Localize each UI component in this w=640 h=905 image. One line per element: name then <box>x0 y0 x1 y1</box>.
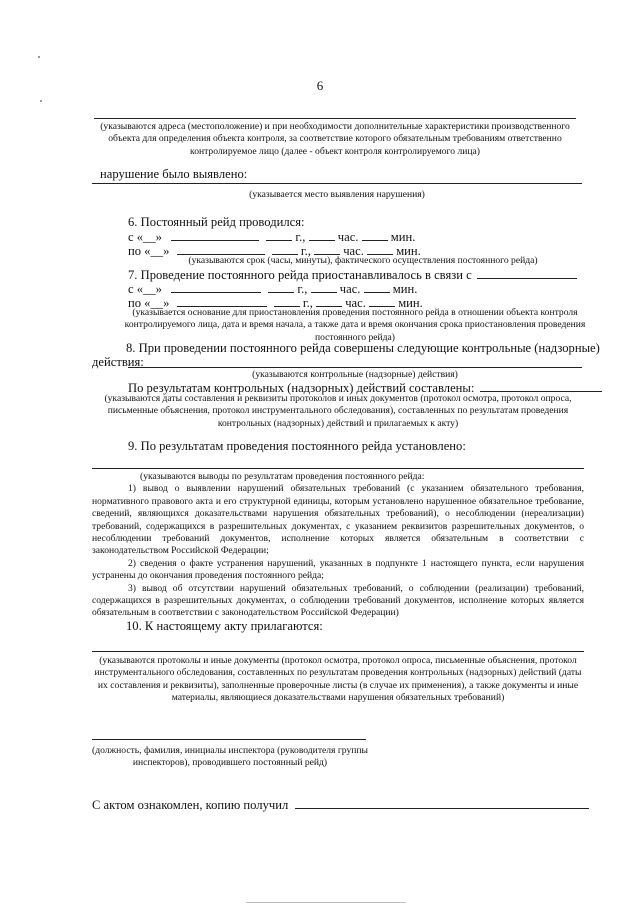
scan-speck <box>40 100 42 102</box>
s6-to-date-blank <box>177 243 265 255</box>
s9-hint-block <box>92 471 584 620</box>
s7-g: г., <box>297 282 308 296</box>
s6-from-date-blank <box>171 229 259 241</box>
scan-bottom-edge <box>246 902 406 903</box>
s6-from-hour-blank <box>309 229 335 241</box>
violation-line <box>92 183 582 184</box>
s10-title: 10. К настоящему акту прилагаются: <box>126 619 323 633</box>
s6-min: мин. <box>396 244 421 258</box>
violation-label: нарушение было выявлено: <box>100 167 248 181</box>
s6-from-year-blank <box>266 229 292 241</box>
s7-title: 7. Проведение постоянного рейда приостанавливалось в связи с <box>128 268 472 282</box>
s6-to-label: по «__» <box>128 244 170 258</box>
s6-ch: час. <box>343 244 364 258</box>
s7-min: мин. <box>392 282 418 296</box>
s7-to-label: по «__» <box>128 296 170 310</box>
s10-hint: (указываются протоколы и иные документы (протокол осмотра, протокол опроса, письменные объяснения, протокол инструментального обследования, составленных по результатам проведения контрольных (надзорных) действий (даты их составления и реквизиты), заполненные проверочные листы (в случае их применения), а также документы и иные материалы, являющиеся доказательствами нарушения обязательных требований) <box>94 655 582 704</box>
s8-cont: действия: <box>92 355 144 369</box>
signature-line <box>92 739 366 740</box>
s6-title: 6. Постоянный рейд проводился: <box>128 215 305 229</box>
s9-item-3: 3) вывод об отсутствии нарушений обязательных требований, о соблюдении (реализации) требований, содержащихся в разрешительных документах, о соблюдении требований документов, исполнение которых является обязательным в соответствии с законодательством Российской Федерации) <box>92 582 584 619</box>
s6-to-min-blank <box>367 243 393 255</box>
s7-from-date-blank <box>171 281 261 293</box>
s9-item-2: 2) сведения о факте устранения нарушений, указанных в подпункте 1 настоящего пункта, если нарушения устранены до окончания проведения постоянного рейда; <box>92 557 584 582</box>
scan-speck <box>38 56 40 58</box>
ack-row <box>92 797 589 813</box>
s8-results-blank <box>480 380 602 392</box>
s6-min: мин. <box>390 230 416 244</box>
s7-min: мин. <box>398 296 423 310</box>
s10-line <box>92 651 584 652</box>
s7-g: г., <box>302 296 313 310</box>
page-number: 6 <box>316 78 324 93</box>
s6-g: г., <box>300 244 311 258</box>
s6-hint: (указываются срок (часы, минуты), фактического осуществления постоянного рейда) <box>188 255 538 266</box>
s9-hint-intro: (указываются выводы по результатам проведения постоянного рейда: <box>140 471 425 482</box>
s6-g: г., <box>295 230 306 244</box>
s7-to-min-blank <box>369 295 395 307</box>
object-hint: (указываются адреса (местоположение) и при необходимости дополнительные характеристики производственного объекта для определения объекта контроля, за соответствие которого обязательным требованиям ответственно контролируемое лицо (далее - объект контроля контролируемого лица) <box>100 121 570 157</box>
s7-ch: час. <box>339 282 361 296</box>
s7-reason-blank <box>477 267 577 279</box>
ack-label: С актом ознакомлен, копию получил <box>92 798 289 812</box>
s8-hint: (указываются контрольные (надзорные) действия) <box>252 369 458 380</box>
s6-ch: час. <box>337 230 359 244</box>
s6-from-label: с «__» <box>128 230 162 244</box>
s7-to-date-blank <box>177 295 267 307</box>
s7-hint: (указывается основание для приостановления проведения постоянного рейда в отношении объекта контроля контролируемого лица, дата и время начала, а также дата и время окончания срока приостановления проведения постоянного рейда) <box>124 307 586 343</box>
s6-from-min-blank <box>362 229 388 241</box>
signature-hint: (должность, фамилия, инициалы инспектора (руководителя группы инспекторов), проводившего постоянный рейд) <box>92 745 368 769</box>
s9-item-1: 1) вывод о выявлении нарушений обязательных требований (с указанием обязательного требования, нормативного правового акта и его структурной единицы, которым установлено нарушенное обязательное требование, сведений, являющихся доказательствами нарушения обязательных требований), о несоблюдении (нереализации) требований, содержащихся в разрешительных документах, с указанием реквизитов разрешительных документов, о несоблюдении требований документов, исполнение которых является обязательным в соответствии с законодательством Российской Федерации; <box>92 483 584 557</box>
s7-from-label: с «__» <box>128 282 162 296</box>
ack-blank <box>295 797 589 809</box>
s7-from-year-blank <box>268 281 294 293</box>
s8-results-label: По результатам контрольных (надзорных) действий составлены: <box>128 381 475 395</box>
s6-to-hour-blank <box>314 243 340 255</box>
s7-to-hour-blank <box>316 295 342 307</box>
s9-title: 9. По результатам проведения постоянного рейда установлено: <box>128 439 466 453</box>
s8-title: 8. При проведении постоянного рейда совершены следующие контрольные (надзорные) <box>126 341 600 355</box>
s7-to-year-blank <box>274 295 300 307</box>
s7-from-min-blank <box>364 281 390 293</box>
s6-to-year-blank <box>272 243 298 255</box>
s7-ch: час. <box>345 296 366 310</box>
s9-line <box>92 468 584 469</box>
object-line <box>94 118 576 119</box>
violation-hint: (указывается место выявления нарушения) <box>249 189 425 200</box>
s7-from-hour-blank <box>311 281 337 293</box>
s8-results-hint: (указываются даты составления и реквизиты протоколов и иных документов (протокол осмотра, протокол опроса, письменные объяснения, протокол инструментального обследования), составленных по результатам проведения контрольных (надзорных) действий и прилагаемых к акту) <box>104 393 572 429</box>
s8-actions-line <box>128 367 582 368</box>
